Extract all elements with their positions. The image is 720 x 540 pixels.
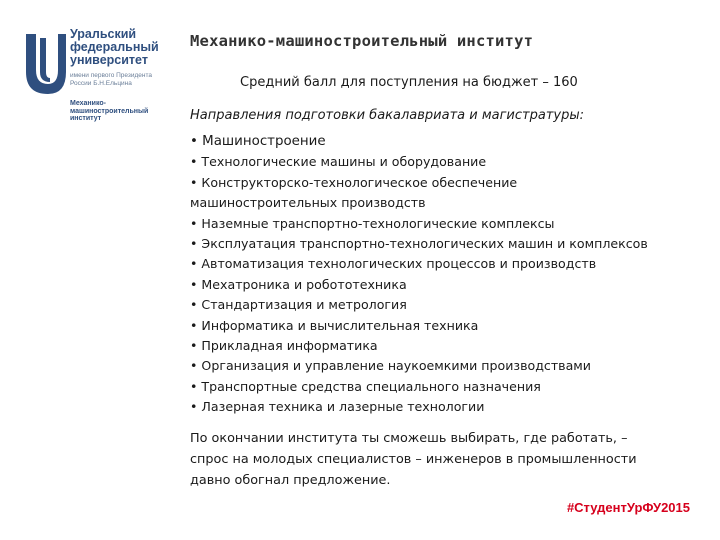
institute-name-logo: Механико- машиностроительный институт — [70, 100, 149, 122]
urfu-emblem-icon — [22, 30, 66, 98]
program-item: • Эксплуатация транспортно-технологических машин и комплексов — [190, 236, 648, 252]
program-item-continuation: машиностроительных производств — [190, 195, 426, 211]
program-item: • Стандартизация и метрология — [190, 297, 407, 313]
hashtag: #СтудентУрФУ2015 — [566, 500, 690, 515]
conclusion-line: давно обогнал предложение. — [190, 473, 391, 488]
programs-heading: Направления подготовки бакалавриата и магистратуры: — [190, 108, 584, 123]
university-named-after: имени первого Президента России Б.Н.Ельцина — [70, 72, 153, 87]
page-title: Механико-машиностроительный институт — [190, 32, 534, 50]
program-item: • Транспортные средства специального назначения — [190, 378, 541, 394]
programs-list — [190, 132, 715, 418]
conclusion-line: спрос на молодых специалистов – инженеров в промышленности — [190, 452, 637, 467]
program-item: • Организация и управление наукоемкими производствами — [190, 358, 591, 374]
program-item: • Автоматизация технологических процессов и производств — [190, 256, 597, 272]
urfu-logo — [22, 28, 172, 128]
program-item: • Прикладная информатика — [190, 338, 378, 354]
university-name: Уральский федеральный университет — [70, 27, 159, 67]
program-item: • Информатика и вычислительная техника — [190, 317, 479, 333]
conclusion-text — [190, 428, 690, 491]
program-item: • Машиностроение — [190, 134, 326, 149]
average-score: Средний балл для поступления на бюджет – 160 — [240, 75, 578, 90]
program-item: • Лазерная техника и лазерные технологии — [190, 399, 485, 415]
program-item: • Технологические машины и оборудование — [190, 154, 487, 170]
program-item: • Конструкторско-технологическое обеспечение — [190, 174, 518, 190]
program-item: • Мехатроника и робототехника — [190, 276, 407, 292]
program-item: • Наземные транспортно-технологические комплексы — [190, 215, 555, 231]
conclusion-line: По окончании института ты сможешь выбирать, где работать, – — [190, 431, 628, 446]
